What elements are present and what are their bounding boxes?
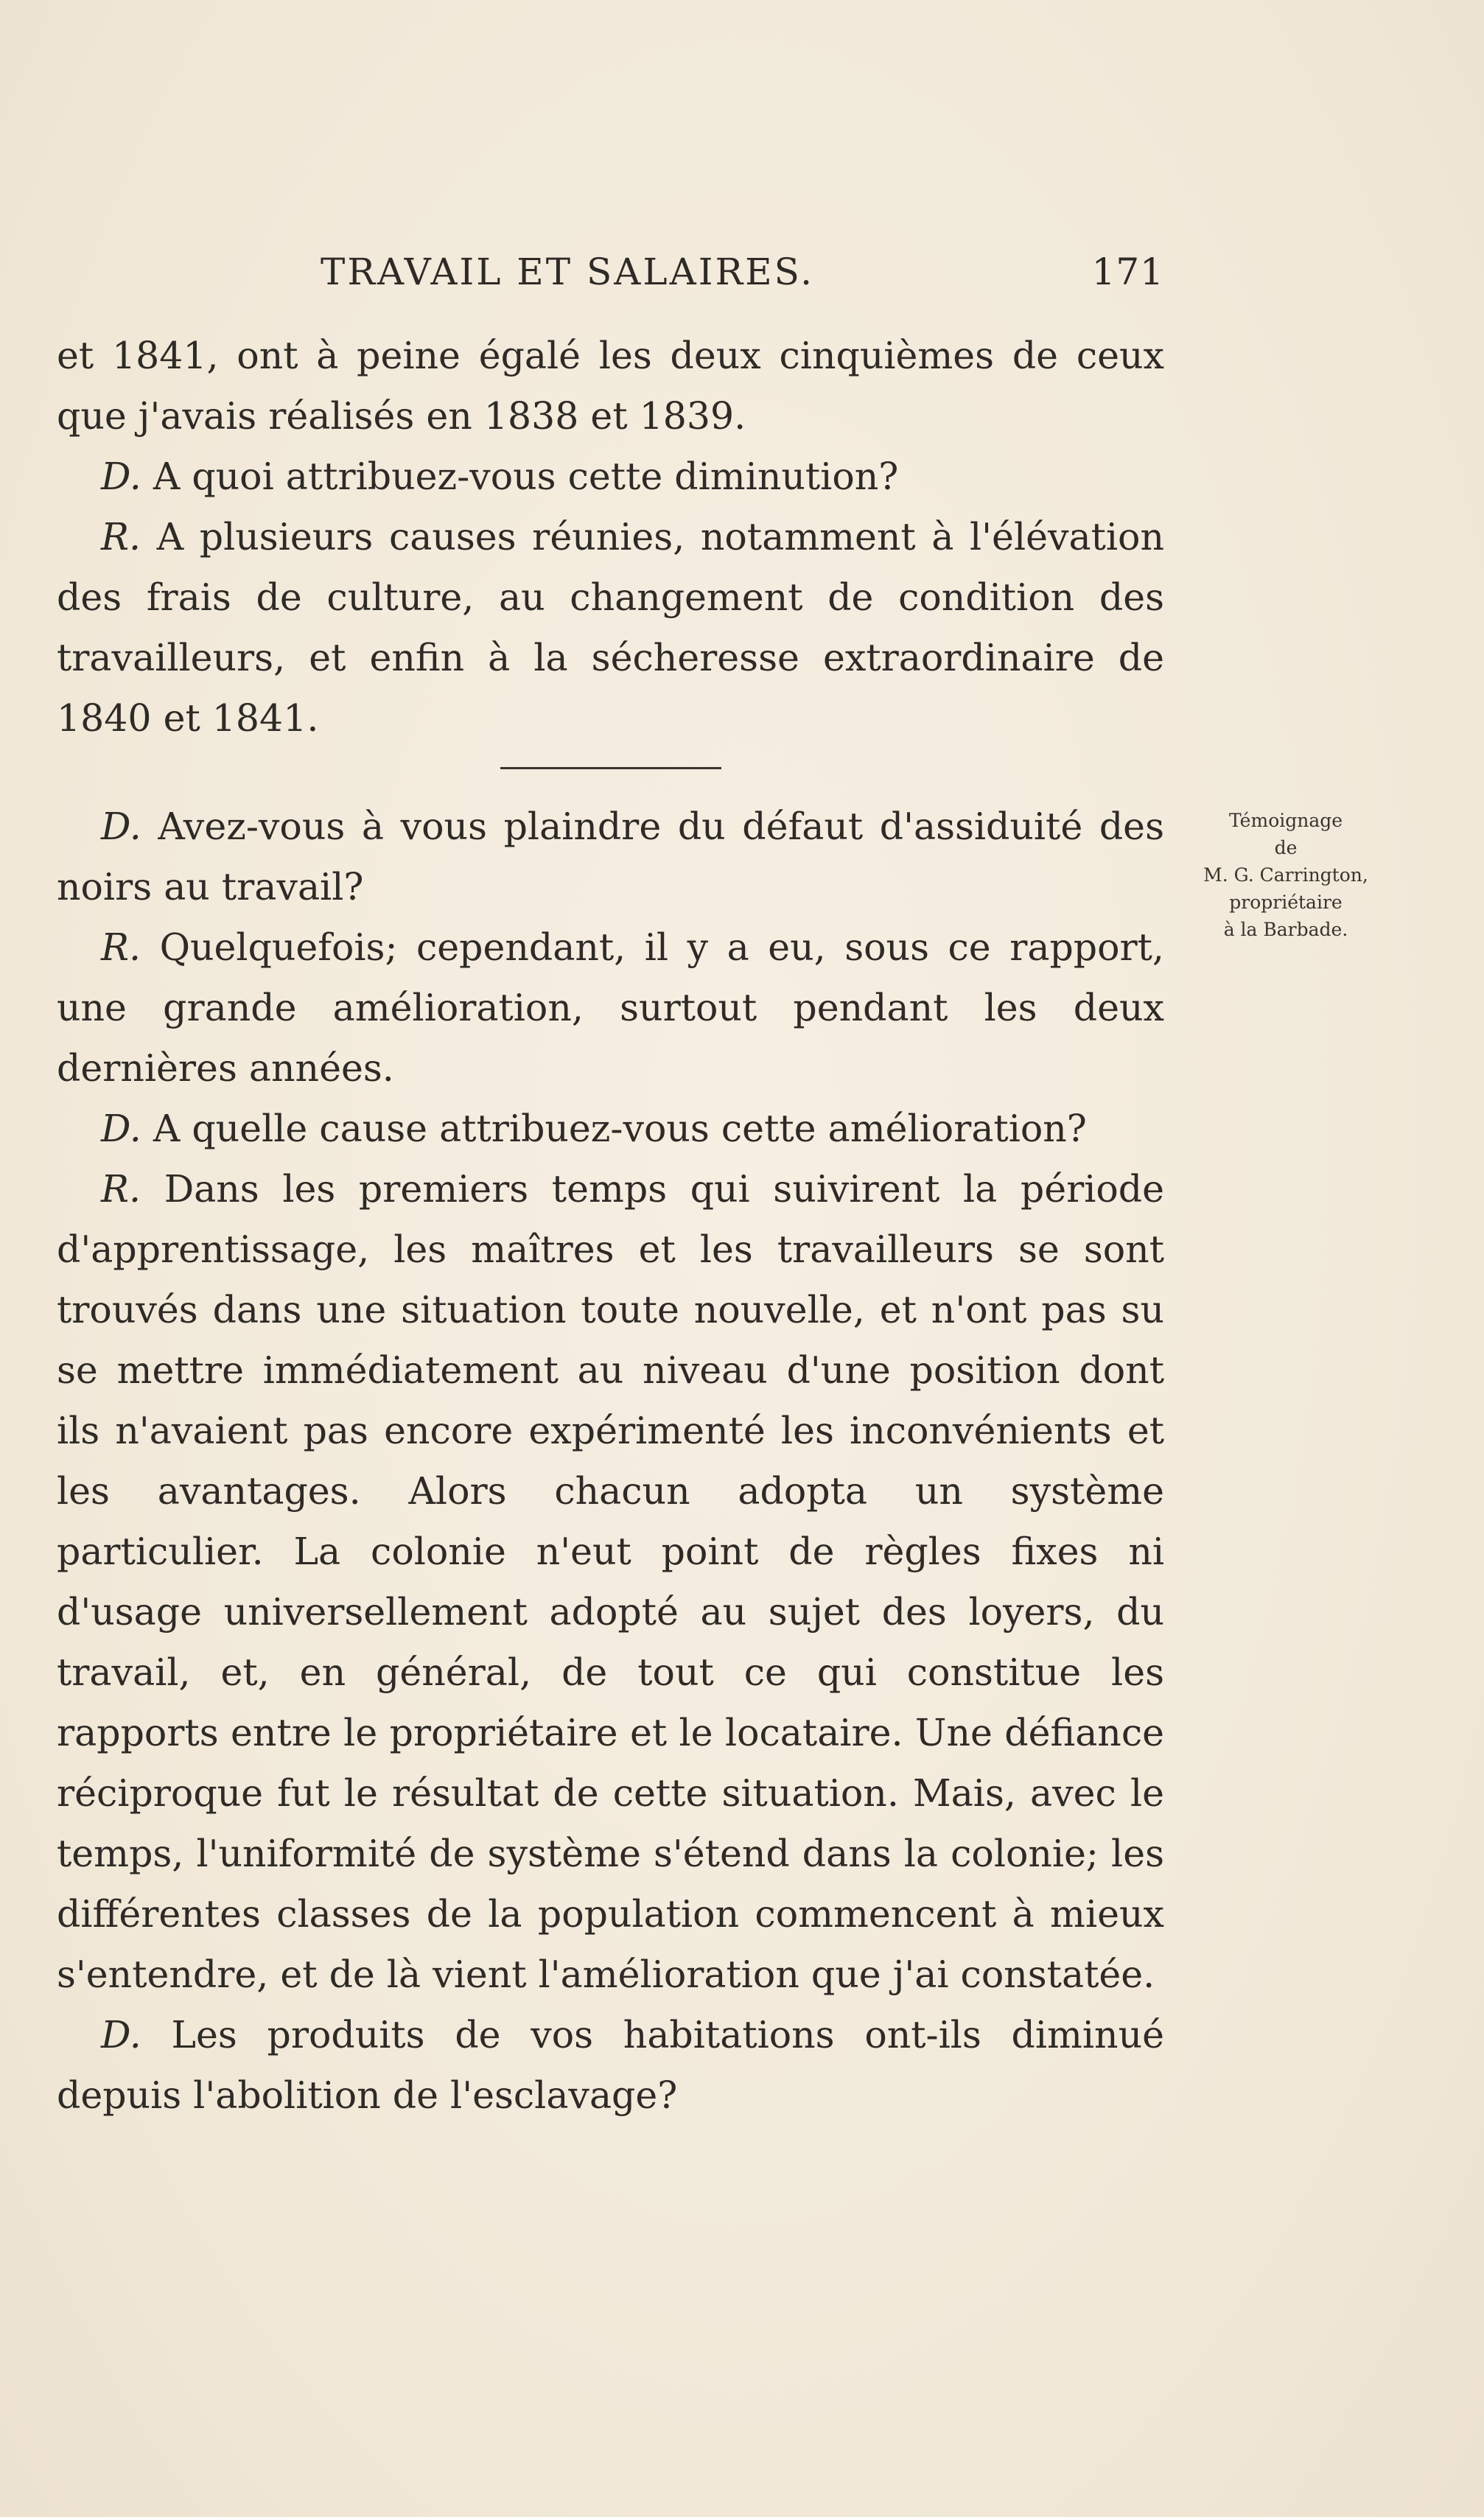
section-divider <box>500 767 721 769</box>
margin-note <box>1161 807 1411 943</box>
paragraph-text: Avez-vous à vous plaindre du défaut d'assiduité des noirs au travail? <box>57 805 1164 909</box>
question-paragraph <box>57 447 1164 507</box>
paragraph <box>57 326 1164 447</box>
question-paragraph <box>57 1099 1164 1159</box>
margin-note-line: à la Barbade. <box>1223 919 1348 940</box>
question-paragraph <box>57 2005 1164 2126</box>
speaker-label: D. <box>101 2013 141 2056</box>
page-number: 171 <box>1091 251 1164 293</box>
margin-note-line: de <box>1274 837 1298 858</box>
paragraph-text: Les produits de vos habitations ont-ils diminué depuis l'abolition de l'esclavage? <box>57 2013 1164 2117</box>
paragraph-text: Quelquefois; cependant, il y a eu, sous ce rapport, une grande amélioration, surtout pendant les deux dernières années. <box>57 925 1164 1090</box>
speaker-label: D. <box>101 455 141 498</box>
answer-paragraph <box>57 917 1164 1099</box>
margin-note-line: M. G. Carrington, <box>1203 864 1368 886</box>
paragraph-text: A quelle cause attribuez-vous cette amélioration? <box>153 1107 1087 1150</box>
page-header <box>321 251 1164 302</box>
speaker-label: R. <box>101 515 141 559</box>
answer-paragraph <box>57 1159 1164 2005</box>
answer-paragraph <box>57 507 1164 749</box>
margin-note-line: Témoignage <box>1228 810 1343 831</box>
paragraph-text: Dans les premiers temps qui suivirent la période d'apprentissage, les maîtres et les travailleurs se sont trouvés dans une situation toute nouvelle, et n'ont pas su se mettre immédiatement au niveau d'une position dont ils n'avaient pas encore expérimenté les inconvénients et les avantages. Alors chacun adopta un système particulier. La colonie n'eut point de règles fixes ni d'usage universellement adopté au sujet des loyers, du travail, et, en général, de tout ce qui constitue les rapports entre le propriétaire et le locataire. Une défiance réciproque fut le résultat de cette situation. Mais, avec le temps, l'uniformité de système s'étend dans la colonie; les différentes classes de la population commencent à mieux s'entendre, et de là vient l'amélioration que j'ai constatée. <box>57 1167 1164 1996</box>
speaker-label: R. <box>101 925 141 969</box>
question-paragraph <box>57 797 1164 917</box>
speaker-label: D. <box>101 1107 141 1150</box>
running-title: TRAVAIL ET SALAIRES. <box>321 251 814 293</box>
margin-note-line: propriétaire <box>1229 892 1343 913</box>
page-body <box>57 326 1164 2126</box>
paragraph-text: et 1841, ont à peine égalé les deux cinquièmes de ceux que j'avais réalisés en 1838 et 1839. <box>57 334 1164 438</box>
paragraph-text: A quoi attribuez-vous cette diminution? <box>153 455 899 498</box>
speaker-label: R. <box>101 1167 141 1211</box>
speaker-label: D. <box>101 805 141 848</box>
paragraph-text: A plusieurs causes réunies, notamment à l'élévation des frais de culture, au changement de condition des travailleurs, et enfin à la sécheresse extraordinaire de 1840 et 1841. <box>57 515 1164 740</box>
